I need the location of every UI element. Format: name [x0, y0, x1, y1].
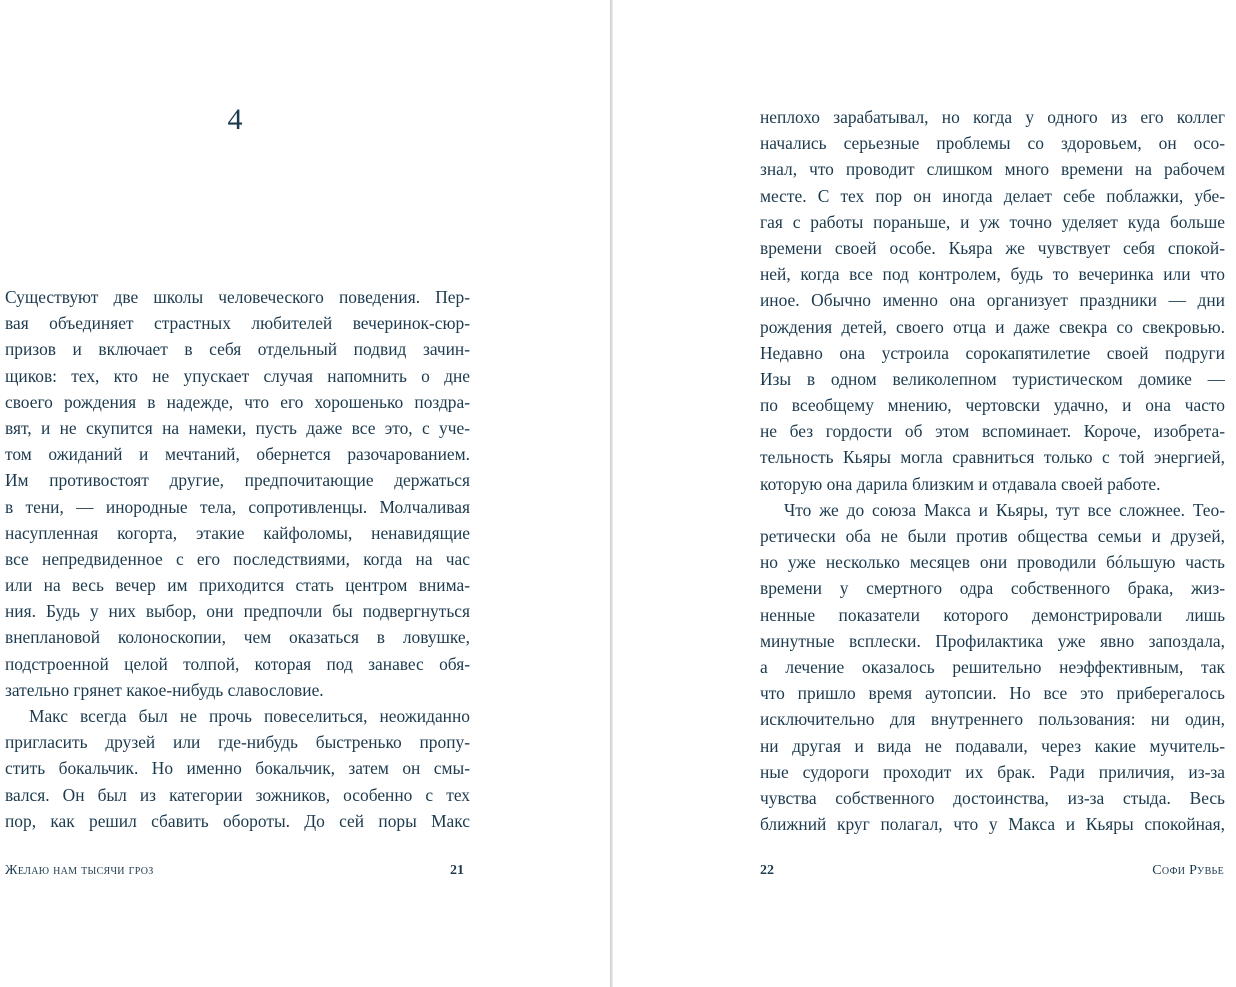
text-line: не без гордости об этом вспоминает. Короче, изобрета-	[760, 421, 1225, 442]
text-line: вая объединяет страстных любителей вечеринок-сюр-	[5, 313, 470, 334]
text-line: ближний круг полагал, что у Макса и Кьяры спокойная,	[760, 814, 1225, 835]
text-line: вят, и не скупится на намеки, пусть даже все это, с уче-	[5, 417, 470, 438]
chapter-number: 4	[227, 103, 243, 136]
text-line: исключительно для внутреннего пользования: ни один,	[760, 709, 1225, 730]
text-line: минутные всплески. Профилактика уже явно запоздала,	[760, 630, 1225, 651]
text-line: гая с работы пораньше, и уж точно уделяет куда больше	[760, 211, 1225, 232]
text-line: знал, что проводит слишком много времени на рабочем	[760, 159, 1225, 180]
text-line: времени своей особе. Кьяра же чувствует себя спокой-	[760, 237, 1225, 258]
text-line: в тени, — инородные тела, сопротивленцы. Молчаливая	[5, 496, 470, 517]
text-line: по всеобщему мнению, чертовски удачно, и она часто	[760, 395, 1225, 416]
text-line: Макс всегда был не прочь повеселиться, неожиданно	[29, 706, 470, 726]
text-line: или на весь вечер им приходится стать центром внима-	[5, 575, 470, 596]
text-line: ные судороги проходит их брак. Ради приличия, из-за	[760, 761, 1225, 782]
text-line: своего рождения в надежде, что его хорошенько поздра-	[5, 391, 470, 412]
text-line: ния. Будь у них выбор, они предпочли бы подвергнуться	[5, 601, 470, 622]
right-page	[615, 0, 1236, 987]
text-line: рождения детей, своего отца и даже свекра со свекровью.	[760, 316, 1225, 337]
text-line: а лечение оказалось решительно неэффективным, так	[760, 656, 1225, 677]
text-line: времени у смертного одра собственного брака, жиз-	[760, 578, 1225, 599]
text-line: Изы в одном великолепном туристическом домике —	[760, 368, 1225, 389]
text-line: пригласить друзей или где-нибудь быстренько пропу-	[5, 732, 470, 753]
text-line: пор, как решил сбавить обороты. До сей поры Макс	[5, 810, 470, 831]
text-line: щиков: тех, кто не упускает случая напомнить о дне	[5, 365, 470, 386]
text-line: начались серьезные проблемы со здоровьем, он осо-	[760, 133, 1225, 154]
text-line: подстроенной целой толпой, которая под занавес обя-	[5, 653, 470, 674]
text-line: иное. Обычно именно она организует праздники — дни	[760, 290, 1225, 311]
text-line: стить бокальчик. Но именно бокальчик, затем он смы-	[5, 758, 470, 779]
running-footer-author: Софи Рувье	[1152, 863, 1224, 878]
text-line: том ожиданий и мечтаний, обернется разочарованием.	[5, 444, 470, 465]
text-line: Что же до союза Макса и Кьяры, тут все сложнее. Тео-	[784, 499, 1225, 520]
text-line: неплохо зарабатывал, но когда у одного из его коллег	[760, 107, 1225, 127]
text-line: что пришло время аутопсии. Но все это приберегалось	[760, 683, 1225, 704]
text-line: Недавно она устроила сорокапятилетие своей подруги	[760, 342, 1225, 363]
page-number: 21	[450, 863, 464, 878]
running-footer-book-title: Желаю нам тысячи гроз	[5, 863, 154, 878]
right-page-text	[760, 104, 1225, 837]
text-line: Существуют две школы человеческого поведения. Пер-	[5, 287, 470, 307]
text-line: все непредвиденное с его последствиями, когда на час	[5, 548, 470, 569]
text-line: месте. С тех пор он иногда делает себе поблажки, убе-	[760, 185, 1225, 206]
text-line: внеплановой колоноскопии, чем оказаться в ловушке,	[5, 627, 470, 648]
text-line: вался. Он был из категории зожников, особенно с тех	[5, 784, 470, 805]
text-line: чувства собственного достоинства, из-за стыда. Весь	[760, 787, 1225, 808]
text-line: которую она дарила близким и отдавала своей работе.	[760, 473, 1161, 494]
text-line: тельность Кьяры могла сравниться только с той энергией,	[760, 447, 1225, 468]
text-line: ней, когда все под контролем, будь то вечеринка или что	[760, 264, 1225, 285]
text-line: насупленная когорта, этакие кайфоломы, ненавидящие	[5, 522, 470, 543]
text-line: призов и включает в себя отдельный подвид зачин-	[5, 339, 470, 360]
text-line: Им противостоят другие, предпочитающие держаться	[5, 470, 470, 491]
text-line: ретически оба не были против общества семьи и друзей,	[760, 526, 1225, 546]
text-line: но уже несколько месяцев они проводили бóльшую часть	[760, 552, 1225, 573]
left-page-text	[5, 284, 470, 834]
page-number: 22	[760, 863, 774, 878]
text-line: ненные показатели которого демонстрировали лишь	[760, 604, 1225, 625]
book-gutter	[610, 0, 613, 987]
text-line: ни другая и вида не подавали, через какие мучитель-	[760, 735, 1225, 756]
left-page	[0, 0, 610, 987]
text-line: зательно грянет какое-нибудь славословие.	[5, 679, 324, 700]
